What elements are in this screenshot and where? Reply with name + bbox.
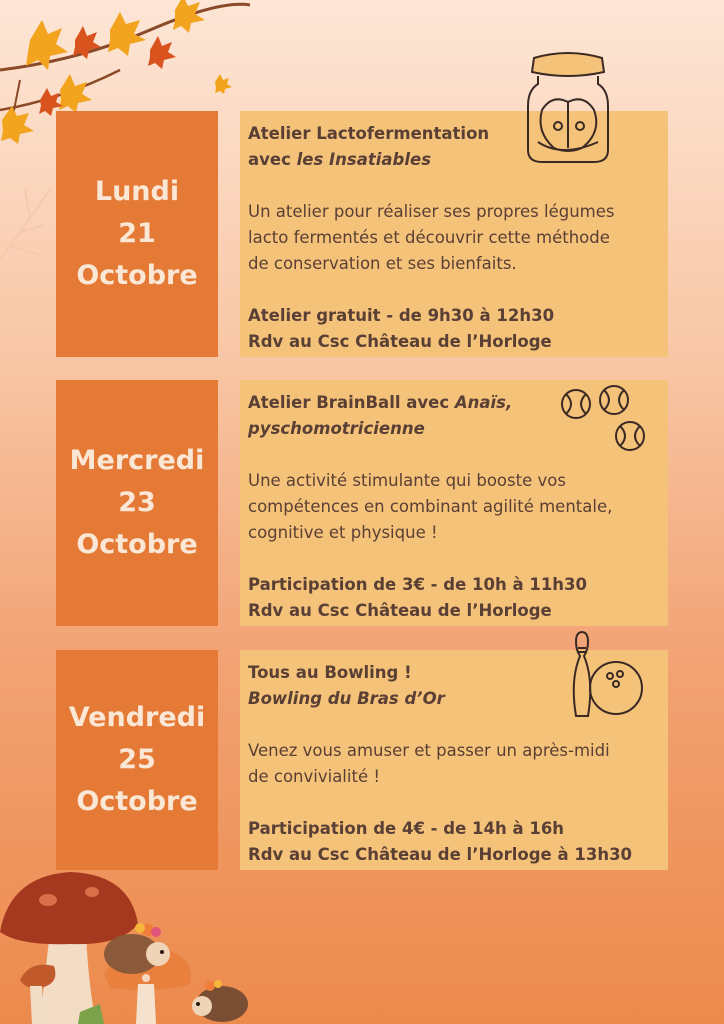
desc-line: Venez vous amuser et passer un après-midi: [248, 741, 610, 760]
desc-line: Un atelier pour réaliser ses propres légumes: [248, 202, 615, 221]
month-label: Octobre: [76, 529, 198, 560]
day-label: Mercredi: [69, 445, 205, 476]
title-prefix: Atelier BrainBall avec: [248, 393, 455, 412]
desc-line: Une activité stimulante qui booste vos: [248, 471, 566, 490]
event-subtitle: Bowling du Bras d’Or: [248, 689, 445, 708]
desc-line: de convivialité !: [248, 767, 380, 786]
place-line: Rdv au Csc Château de l’Horloge à 13h30: [248, 845, 633, 864]
day-box-wednesday: [56, 380, 218, 626]
date-label: 21: [118, 218, 156, 249]
desc-line: lacto fermentés et découvrir cette méthode: [248, 228, 610, 247]
event-title: Tous au Bowling !: [248, 663, 412, 682]
branch-icon: [0, 170, 60, 270]
place-line: Rdv au Csc Château de l’Horloge: [248, 601, 552, 620]
desc-line: cognitive et physique !: [248, 523, 438, 542]
desc-line: compétences en combinant agilité mentale,: [248, 497, 613, 516]
day-box-friday: [56, 650, 218, 870]
month-label: Octobre: [76, 786, 198, 817]
subtitle-prefix: avec: [248, 150, 297, 169]
event-subtitle: pyschomotricienne: [248, 419, 425, 438]
day-label: Lundi: [94, 176, 180, 207]
day-box-monday: [56, 111, 218, 357]
price-line: Atelier gratuit - de 9h30 à 12h30: [248, 306, 555, 325]
month-label: Octobre: [76, 260, 198, 291]
place-line: Rdv au Csc Château de l’Horloge: [248, 332, 552, 351]
price-line: Participation de 4€ - de 14h à 16h: [248, 819, 565, 838]
balls-icon: [558, 384, 650, 456]
date-label: 23: [118, 487, 156, 518]
day-label: Vendredi: [68, 702, 206, 733]
jar-icon: [522, 50, 614, 166]
subtitle-em: les Insatiables: [296, 150, 432, 169]
bowling-icon: [566, 630, 646, 720]
event-title: Atelier Lactofermentation: [248, 124, 490, 143]
desc-line: de conservation et ses bienfaits.: [248, 254, 517, 273]
title-em: Anaïs,: [454, 393, 513, 412]
date-label: 25: [118, 744, 156, 775]
price-line: Participation de 3€ - de 10h à 11h30: [248, 575, 588, 594]
mushroom-hedgehog-icon: [0, 862, 260, 1024]
